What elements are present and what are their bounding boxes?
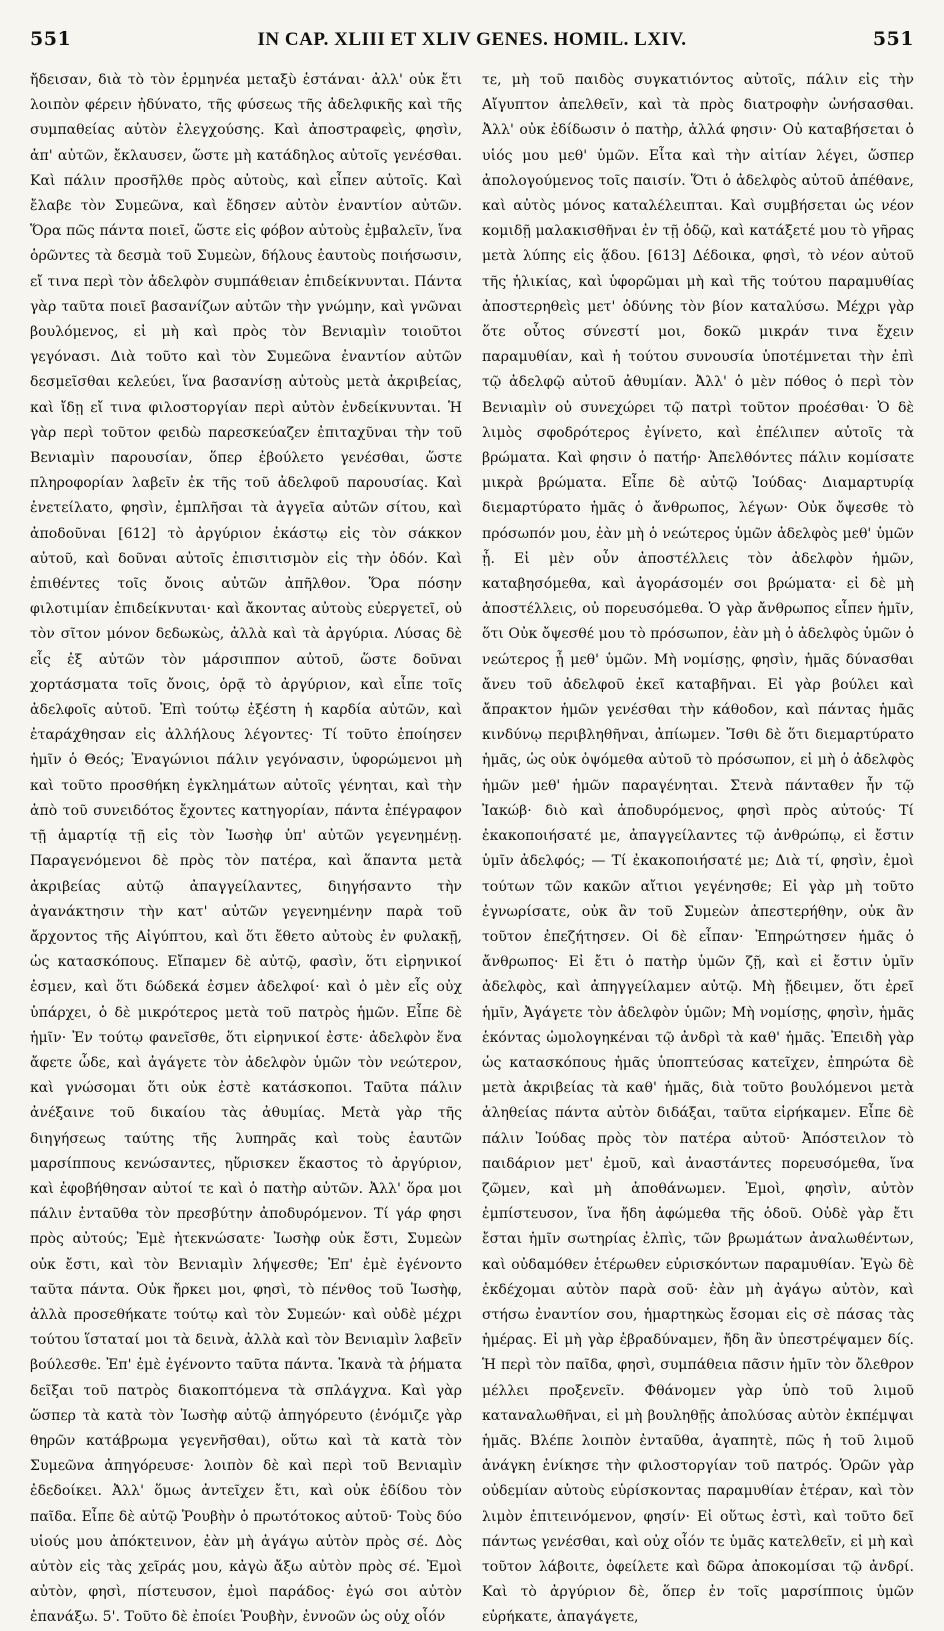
text-columns	[30, 68, 914, 1626]
right-column-text: τε, μὴ τοῦ παιδὸς συγκατιόντος αὐτοῖς, πάλιν εἰς τὴν Αἴγυπτον ἀπελθεῖν, καὶ τὰ πρὸς διατροφὴν ὠνήσασθαι. Ἀλλ' οὐκ ἐδίδωσιν ὁ πατὴρ, ἀλλά φησιν· Οὐ καταβήσεται ὁ υἱός μου μεθ' ὑμῶν. Εἶτα καὶ τὴν αἰτίαν λέγει, ὥσπερ ἀπολογούμενος τοῖς παισίν. Ὅτι ὁ ἀδελφὸς αὐτοῦ ἀπέθανε, καὶ αὐτὸς μόνος καταλέλειπται. Καὶ συμβήσεται ὡς νέον κομιδῇ μαλακισθῆναι ἐν τῇ ὁδῷ, καὶ κατάξετέ μου τὸ γῆρας μετὰ λύπης εἰς ᾅδου. [613] Δέδοικα, φησὶ, τὸ νέον αὐτοῦ τῆς ἡλικίας, καὶ ὑφορῶμαι μὴ καὶ τῆς τούτου παραμυθίας ἀποστερηθεὶς μετ' ὀδύνης τὸν βίον καταλύσω. Μέχρι γὰρ ὅτε οὗτος σύνεστί μοι, δοκῶ μικράν τινα ἔχειν παραμυθίαν, καὶ ἡ τούτου συνουσία ὑποτέμνεται τὴν ἐπὶ τῷ ἀδελφῷ αὐτοῦ ἀθυμίαν. Ἀλλ' ὁ μὲν πόθος ὁ περὶ τὸν Βενιαμὶν οὐ συνεχώρει τῷ πατρὶ τοῦτον προέσθαι· Ὁ δὲ λιμὸς σφοδρότερος ἐγίνετο, καὶ ἐπέλιπεν αὐτοῖς τὰ βρώματα. Καὶ φησιν ὁ πατήρ· Ἀπελθόντες πάλιν κομίσατε μικρὰ βρώματα. Εἶπε δὲ αὐτῷ Ἰούδας· Διαμαρτυρίᾳ διεμαρτύρατο ἡμᾶς ὁ ἄνθρωπος, λέγων· Οὐκ ὄψεσθε τὸ πρόσωπόν μου, ἐὰν μὴ ὁ νεώτερος ὑμῶν ἀδελφὸς μεθ' ὑμῶν ᾖ. Εἰ μὲν οὖν ἀποστέλλεις τὸν ἀδελφὸν ἡμῶν, καταβησόμεθα, καὶ ἀγοράσομέν σοι βρώματα· εἰ δὲ μὴ ἀποστέλλεις, οὐ πορευσόμεθα. Ὁ γὰρ ἄνθρωπος εἶπεν ἡμῖν, ὅτι Οὐκ ὄψεσθέ μου τὸ πρόσωπον, ἐὰν μὴ ὁ ἀδελφὸς ὑμῶν ὁ νεώτερος ᾖ μεθ' ὑμῶν. Μὴ νομίσῃς, φησὶν, ἡμᾶς δύνασθαι ἄνευ τοῦ ἀδελφοῦ ἐκεῖ καταβῆναι. Εἰ γὰρ βούλει καὶ ἄπρακτον ἡμῶν γενέσθαι τὴν κάθοδον, καὶ πάντας ἡμᾶς κινδύνῳ περιβληθῆναι, ἀπίωμεν. Ἴσθι δὲ ὅτι διεμαρτύρατο ἡμᾶς, ὡς οὐκ ὀψόμεθα αὐτοῦ τὸ πρόσωπον, εἰ μὴ ὁ ἀδελφὸς ἡμῶν μεθ' ἡμῶν παραγένηται. Στενὰ πάνταθεν ἦν τῷ Ἰακώβ· διὸ καὶ ἀποδυρόμενος, φησὶ πρὸς αὐτούς· Τί ἐκακοποιήσατέ με, ἀπαγγείλαντες τῷ ἀνθρώπῳ, εἰ ἔστιν ὑμῖν ἀδελφός; — Τί ἐκακοποιήσατέ με; Διὰ τί, φησὶν, ἐμοὶ τούτων τῶν κακῶν αἴτιοι γεγένησθε; Εἰ γὰρ μὴ τοῦτο ἐγνωρίσατε, οὐκ ἂν τοῦ Συμεὼν ἀπεστερήθην, οὐκ ἂν τοῦτον ἐπεζήτησεν. Οἱ δὲ εἶπαν· Ἐπηρώτησεν ἡμᾶς ὁ ἄνθρωπος· Εἰ ἔτι ὁ πατὴρ ὑμῶν ζῇ, καὶ εἰ ἔστιν ὑμῖν ἀδελφὸς, καὶ ἀπηγγείλαμεν αὐτῷ. Μὴ ᾔδειμεν, ὅτι ἐρεῖ ἡμῖν, Ἀγάγετε τὸν ἀδελφὸν ὑμῶν; Μὴ νομίσῃς, φησὶν, ἡμᾶς ἑκόντας ὡμολογηκέναι τῷ ἀνδρὶ τὰ καθ' ἡμᾶς. Ἐπειδὴ γὰρ ὡς κατασκόπους ἡμᾶς ὑποπτεύσας κατεῖχεν, ἐπηρώτα δὲ μετὰ ἀκριβείας τὰ καθ' ἡμᾶς, διὰ τοῦτο βουλόμενοι μετὰ ἀληθείας πάντα αὐτὸν διδάξαι, ταῦτα εἰρήκαμεν. Εἶπε δὲ πάλιν Ἰούδας πρὸς τὸν πατέρα αὐτοῦ· Ἀπόστειλον τὸ παιδάριον μετ' ἐμοῦ, καὶ ἀναστάντες πορευσόμεθα, ἵνα ζῶμεν, καὶ μὴ ἀποθάνωμεν. Ἐμοὶ, φησὶν, αὐτὸν ἐμπίστευσον, ἵνα ἤδη ἀφώμεθα τῆς ὁδοῦ. Οὐδὲ γὰρ ἔτι ἔσται ἡμῖν σωτηρίας ἐλπὶς, τῶν βρωμάτων ἀναλωθέντων, καὶ οὐδαμόθεν ἑτέρωθεν εὑρισκόντων παραμυθίαν. Ἐγὼ δὲ ἐκδέχομαι αὐτὸν παρὰ σοῦ· ἐὰν μὴ ἀγάγω αὐτὸν, καὶ στήσω ἐναντίον σου, ἡμαρτηκὼς ἔσομαι εἰς σὲ πάσας τὰς ἡμέρας. Εἰ μὴ γὰρ ἐβραδύναμεν, ἤδη ἂν ὑπεστρέψαμεν δίς. Ἡ περὶ τὸν παῖδα, φησὶ, συμπάθεια πᾶσιν ἡμῖν τὸν ὄλεθρον μέλλει προξενεῖν. Φθάνομεν γὰρ ὑπὸ τοῦ λιμοῦ καταναλωθῆναι, εἰ μὴ βουληθῇς ἀπολύσας αὐτὸν ἐκπέμψαι ἡμᾶς. Βλέπε λοιπὸν ἐνταῦθα, ἀγαπητὲ, πῶς ἡ τοῦ λιμοῦ ἀνάγκη ἐνίκησε τὴν φιλοστοργίαν τοῦ πατρός. Ὁρῶν γὰρ οὐδεμίαν αὐτοὺς εὑρίσκοντας παραμυθίαν ἑτέραν, καὶ τὸν λιμὸν ἐπιτεινόμενον, φησίν· Εἰ οὕτως ἐστὶ, καὶ τοῦτο δεῖ πάντως γενέσθαι, καὶ οὐχ οἷόν τε ὑμᾶς κατελθεῖν, εἰ μὴ καὶ τοῦτον λάβοιτε, ὀφείλετε καὶ δῶρα ἀποκομίσαι τῷ ἀνδρί. Καὶ τὸ ἀργύριον δὲ, ὅπερ ἐν τοῖς μαρσίπποις ὑμῶν εὑρήκατε, ἀπαγάγετε,	[482, 72, 914, 1626]
left-column-text: ἤδεισαν, διὰ τὸ τὸν ἑρμηνέα μεταξὺ ἑστάναι· ἀλλ' οὐκ ἔτι λοιπὸν φέρειν ἠδύνατο, τῆς φύσεως τῆς ἀδελφικῆς καὶ τῆς συμπαθείας αὐτὸν ἐλεγχούσης. Καὶ ἀποστραφεὶς, φησὶν, ἀπ' αὐτῶν, ἔκλαυσεν, ὥστε μὴ κατάδηλος αὐτοῖς γενέσθαι. Καὶ πάλιν προσῆλθε πρὸς αὐτοὺς, καὶ εἶπεν αὐτοῖς. Καὶ ἔλαβε τὸν Συμεῶνα, καὶ ἔδησεν αὐτὸν ἐναντίον αὐτῶν. Ὅρα πῶς πάντα ποιεῖ, ὥστε εἰς φόβον αὐτοὺς ἐμβαλεῖν, ἵνα ὁρῶντες τὰ δεσμὰ τοῦ Συμεὼν, δήλους ἑαυτοὺς ποιήσωσιν, εἴ τινα περὶ τὸν ἀδελφὸν συμπάθειαν ἐπιδείκνυνται. Πάντα γὰρ ταῦτα ποιεῖ βασανίζων αὐτῶν τὴν γνώμην, καὶ γνῶναι βουλόμενος, εἰ μὴ καὶ πρὸς τὸν Βενιαμὶν τοιοῦτοι γεγόνασι. Διὰ τοῦτο καὶ τὸν Συμεῶνα ἐναντίον αὐτῶν δεσμεῖσθαι κελεύει, ἵνα βασανίσῃ αὐτοὺς μετὰ ἀκριβείας, καὶ ἴδῃ εἴ τινα φιλοστοργίαν περὶ αὐτὸν ἐνδείκνυνται. Ἡ γὰρ περὶ τοῦτον φειδὼ παρεσκεύαζεν ἐπιταχῦναι τὴν τοῦ Βενιαμὶν παρουσίαν, ὅπερ ἐβούλετο γενέσθαι, ὥστε πληροφορίαν λαβεῖν ἐκ τῆς τοῦ ἀδελφοῦ παρουσίας. Καὶ ἐνετείλατο, φησὶν, ἐμπλῆσαι τὰ ἀγγεῖα αὐτῶν σίτου, καὶ ἀποδοῦναι [612] τὸ ἀργύριον ἑκάστῳ εἰς τὸν σάκκον αὐτοῦ, καὶ δοῦναι αὐτοῖς ἐπισιτισμὸν εἰς τὴν ὁδόν. Καὶ ἐπιθέντες τοῖς ὄνοις αὐτῶν ἀπῆλθον. Ὅρα πόσην φιλοτιμίαν ἐπιδείκνυται· καὶ ἄκοντας αὐτοὺς εὐεργετεῖ, οὐ τὸν σῖτον μόνον δεδωκὼς, ἀλλὰ καὶ τὰ ἀργύρια. Λύσας δὲ εἷς ἐξ αὐτῶν τὸν μάρσιππον αὐτοῦ, ὥστε δοῦναι χορτάσματα τοῖς ὄνοις, ὁρᾷ τὸ ἀργύριον, καὶ εἶπε τοῖς ἀδελφοῖς αὐτοῦ. Ἐπὶ τούτῳ ἐξέστη ἡ καρδία αὐτῶν, καὶ ἐταράχθησαν εἰς ἀλλήλους λέγοντες· Τί τοῦτο ἐποίησεν ἡμῖν ὁ Θεός; Ἐναγώνιοι πάλιν γεγόνασιν, ὑφορώμενοι μὴ καὶ τοῦτο προσθήκη ἐγκλημάτων αὐτοῖς γένηται, καὶ τὴν ἀπὸ τοῦ συνειδότος ἔχοντες κατηγορίαν, πάντα ἐπέγραφον τῇ ἁμαρτίᾳ τῇ εἰς τὸν Ἰωσὴφ ὑπ' αὐτῶν γεγενημένῃ. Παραγενόμενοι δὲ πρὸς τὸν πατέρα, καὶ ἅπαντα μετὰ ἀκριβείας αὐτῷ ἀπαγγείλαντες, διηγήσαντο τὴν ἀγανάκτησιν τὴν κατ' αὐτῶν γεγενημένην παρὰ τοῦ ἄρχοντος τῆς Αἰγύπτου, καὶ ὅτι ἔθετο αὐτοὺς ἐν φυλακῇ, ὡς κατασκόπους. Εἴπαμεν δὲ αὐτῷ, φασὶν, ὅτι εἰρηνικοί ἐσμεν, καὶ ὅτι δώδεκά ἐσμεν ἀδελφοί· καὶ ὁ μὲν εἷς οὐχ ὑπάρχει, ὁ δὲ μικρότερος μετὰ τοῦ πατρὸς ἡμῶν. Εἶπε δὲ ἡμῖν· Ἐν τούτῳ φανεῖσθε, ὅτι εἰρηνικοί ἐστε· ἀδελφὸν ἕνα ἄφετε ὧδε, καὶ ἀγάγετε τὸν ἀδελφὸν ὑμῶν τὸν νεώτερον, καὶ γνώσομαι ὅτι οὐκ ἐστὲ κατάσκοποι. Ταῦτα πάλιν ἀνέξαινε τοῦ δικαίου τὰς ἀθυμίας. Μετὰ γὰρ τῆς διηγήσεως ταύτης τῆς λυπηρᾶς καὶ τοὺς ἑαυτῶν μαρσίππους κενώσαντες, ηὕρισκεν ἕκαστος τὸ ἀργύριον, καὶ ἐφοβήθησαν αὐτοί τε καὶ ὁ πατὴρ αὐτῶν. Ἀλλ' ὅρα μοι πάλιν ἐνταῦθα τὸν πρεσβύτην ἀποδυρόμενον. Τί γάρ φησι πρὸς αὐτούς; Ἐμὲ ἠτεκνώσατε· Ἰωσὴφ οὐκ ἔστι, Συμεὼν οὐκ ἔστι, καὶ τὸν Βενιαμὶν λήψεσθε; Ἐπ' ἐμὲ ἐγένοντο ταῦτα πάντα. Οὐκ ἤρκει μοι, φησὶ, τὸ πένθος τοῦ Ἰωσὴφ, ἀλλὰ προσεθήκατε τούτῳ καὶ τὸν Συμεών· καὶ οὐδὲ μέχρι τούτου ἵσταταί μοι τὰ δεινὰ, ἀλλὰ καὶ τὸν Βενιαμὶν λαβεῖν βούλεσθε. Ἐπ' ἐμὲ ἐγένοντο ταῦτα πάντα. Ἱκανὰ τὰ ῥήματα δεῖξαι τοῦ πατρὸς διακοπτόμενα τὰ σπλάγχνα. Καὶ γὰρ ὥσπερ τὰ κατὰ τὸν Ἰωσὴφ αὐτῷ ἀπηγόρευτο (ἐνόμιζε γὰρ θηρῶν κατάβρωμα γεγενῆσθαι), οὕτω καὶ τὰ κατὰ τὸν Συμεῶνα ἀπηγόρευσε· λοιπὸν δὲ καὶ περὶ τοῦ Βενιαμὶν ἐδεδοίκει. Ἀλλ' ὅμως ἀντεῖχεν ἔτι, καὶ οὐκ ἐδίδου τὸν παῖδα. Εἶπε δὲ αὐτῷ Ῥουβὴν ὁ πρωτότοκος αὐτοῦ· Τοὺς δύο υἱούς μου ἀπόκτεινον, ἐὰν μὴ ἀγάγω αὐτὸν πρὸς σέ. Δὸς αὐτὸν εἰς τὰς χεῖράς μου, κἀγὼ ἄξω αὐτὸν πρὸς σέ. Ἐμοὶ αὐτὸν, φησὶ, πίστευσον, ἐμοὶ παράδος· ἐγώ σοι αὐτὸν ἐπανάξω. 5'. Τοῦτο δὲ ἐποίει Ῥουβὴν, ἐννοῶν ὡς οὐχ οἷόν	[30, 72, 462, 1626]
page-number-right: 551	[872, 28, 914, 50]
left-column	[30, 68, 462, 1626]
running-header	[30, 28, 914, 58]
right-column	[482, 68, 914, 1626]
running-title: IN CAP. XLIII ET XLIV GENES. HOMIL. LXIV.	[257, 29, 687, 50]
page-number-left: 551	[30, 28, 72, 50]
